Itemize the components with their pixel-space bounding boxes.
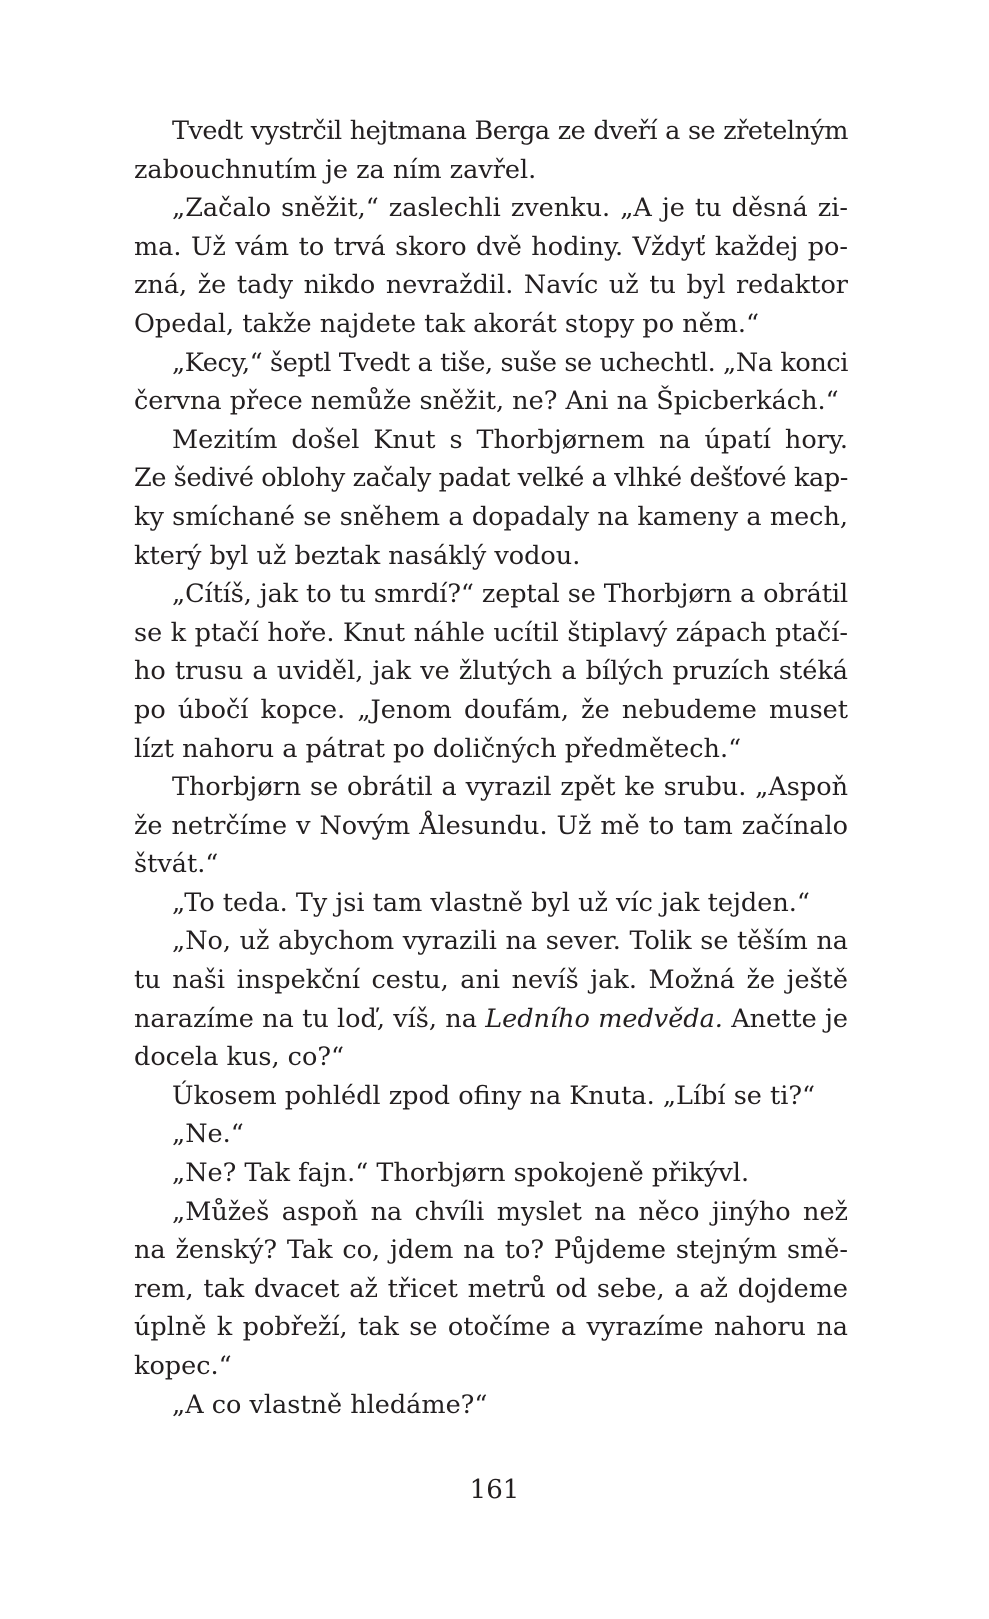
ship-name: Ledního medvěda. xyxy=(485,1003,723,1034)
text-line: docela kus, co?“ xyxy=(134,1042,345,1073)
page-number: 161 xyxy=(469,1475,520,1505)
text-line: „A co vlastně hledáme?“ xyxy=(172,1389,488,1420)
text-line: lízt nahoru a pátrat po doličných předmětech.“ xyxy=(134,733,742,764)
text-line: „Můžeš aspoň na chvíli myslet na něco jinýho než xyxy=(172,1196,848,1227)
text-line: ma. Už vám to trvá skoro dvě hodiny. Vždyť každej po- xyxy=(134,231,848,262)
body-text xyxy=(134,112,848,1424)
text-line: Úkosem pohlédl zpod ofiny na Knuta. „Líbí se ti?“ xyxy=(172,1080,816,1111)
text-line: po úbočí kopce. „Jenom doufám, že nebudeme muset xyxy=(134,694,848,725)
text-line: na ženský? Tak co, jdem na to? Půjdeme stejným smě- xyxy=(134,1235,848,1266)
text-line: „To teda. Ty jsi tam vlastně byl už víc jak tejden.“ xyxy=(172,887,810,918)
text-line: rem, tak dvacet až třicet metrů od sebe, a až dojdeme xyxy=(134,1273,848,1304)
text-line: ho trusu a uviděl, jak ve žlutých a bílých pruzích stéká xyxy=(134,656,848,687)
text-line: ky smíchané se sněhem a dopadaly na kameny a mech, xyxy=(134,501,848,532)
text-line: června přece nemůže sněžit, ne? Ani na Špicberkách.“ xyxy=(134,386,839,417)
text-line: „Kecy,“ šeptl Tvedt a tiše, suše se uchechtl. „Na konci xyxy=(172,347,848,378)
text-segment: Anette je xyxy=(722,1003,848,1034)
text-line: zná, že tady nikdo nevraždil. Navíc už tu byl redaktor xyxy=(134,270,848,301)
text-line: „Ne.“ xyxy=(172,1119,244,1150)
text-line: který byl už beztak nasáklý vodou. xyxy=(134,540,581,571)
text-line: „Cítíš, jak to tu smrdí?“ zeptal se Thorbjørn a obrátil xyxy=(172,579,849,610)
text-line: úplně k pobřeží, tak se otočíme a vyrazíme nahoru na xyxy=(134,1312,848,1343)
text-line: Mezitím došel Knut s Thorbjørnem na úpatí hory. xyxy=(172,424,848,455)
text-line: „Ne? Tak fajn.“ Thorbjørn spokojeně přikývl. xyxy=(172,1158,750,1189)
text-line: Thorbjørn se obrátil a vyrazil zpět ke srubu. „Aspoň xyxy=(172,772,848,803)
text-line: Opedal, takže najdete tak akorát stopy po něm.“ xyxy=(134,308,760,339)
text-segment: narazíme na tu loď, víš, na xyxy=(134,1003,486,1034)
text-line: se k ptačí hoře. Knut náhle ucítil štiplavý zápach ptačí- xyxy=(134,617,848,648)
text-line: Ze šedivé oblohy začaly padat velké a vlhké dešťové kap- xyxy=(134,463,848,494)
text-line: Tvedt vystrčil hejtmana Berga ze dveří a se zřetelným xyxy=(172,116,848,146)
text-line xyxy=(134,1000,848,1039)
text-line: „No, už abychom vyrazili na sever. Tolik se těším na xyxy=(172,926,848,957)
text-line: „Začalo sněžit,“ zaslechli zvenku. „A je tu děsná zi- xyxy=(172,193,848,224)
text-line: zabouchnutím je za ním zavřel. xyxy=(134,154,537,185)
text-line: tu naši inspekční cestu, ani nevíš jak. Možná že ještě xyxy=(134,965,848,996)
text-line: štvát.“ xyxy=(134,849,219,880)
text-line: kopec.“ xyxy=(134,1351,232,1381)
text-line: že netrčíme v Novým Ålesundu. Už mě to tam začínalo xyxy=(134,810,848,841)
